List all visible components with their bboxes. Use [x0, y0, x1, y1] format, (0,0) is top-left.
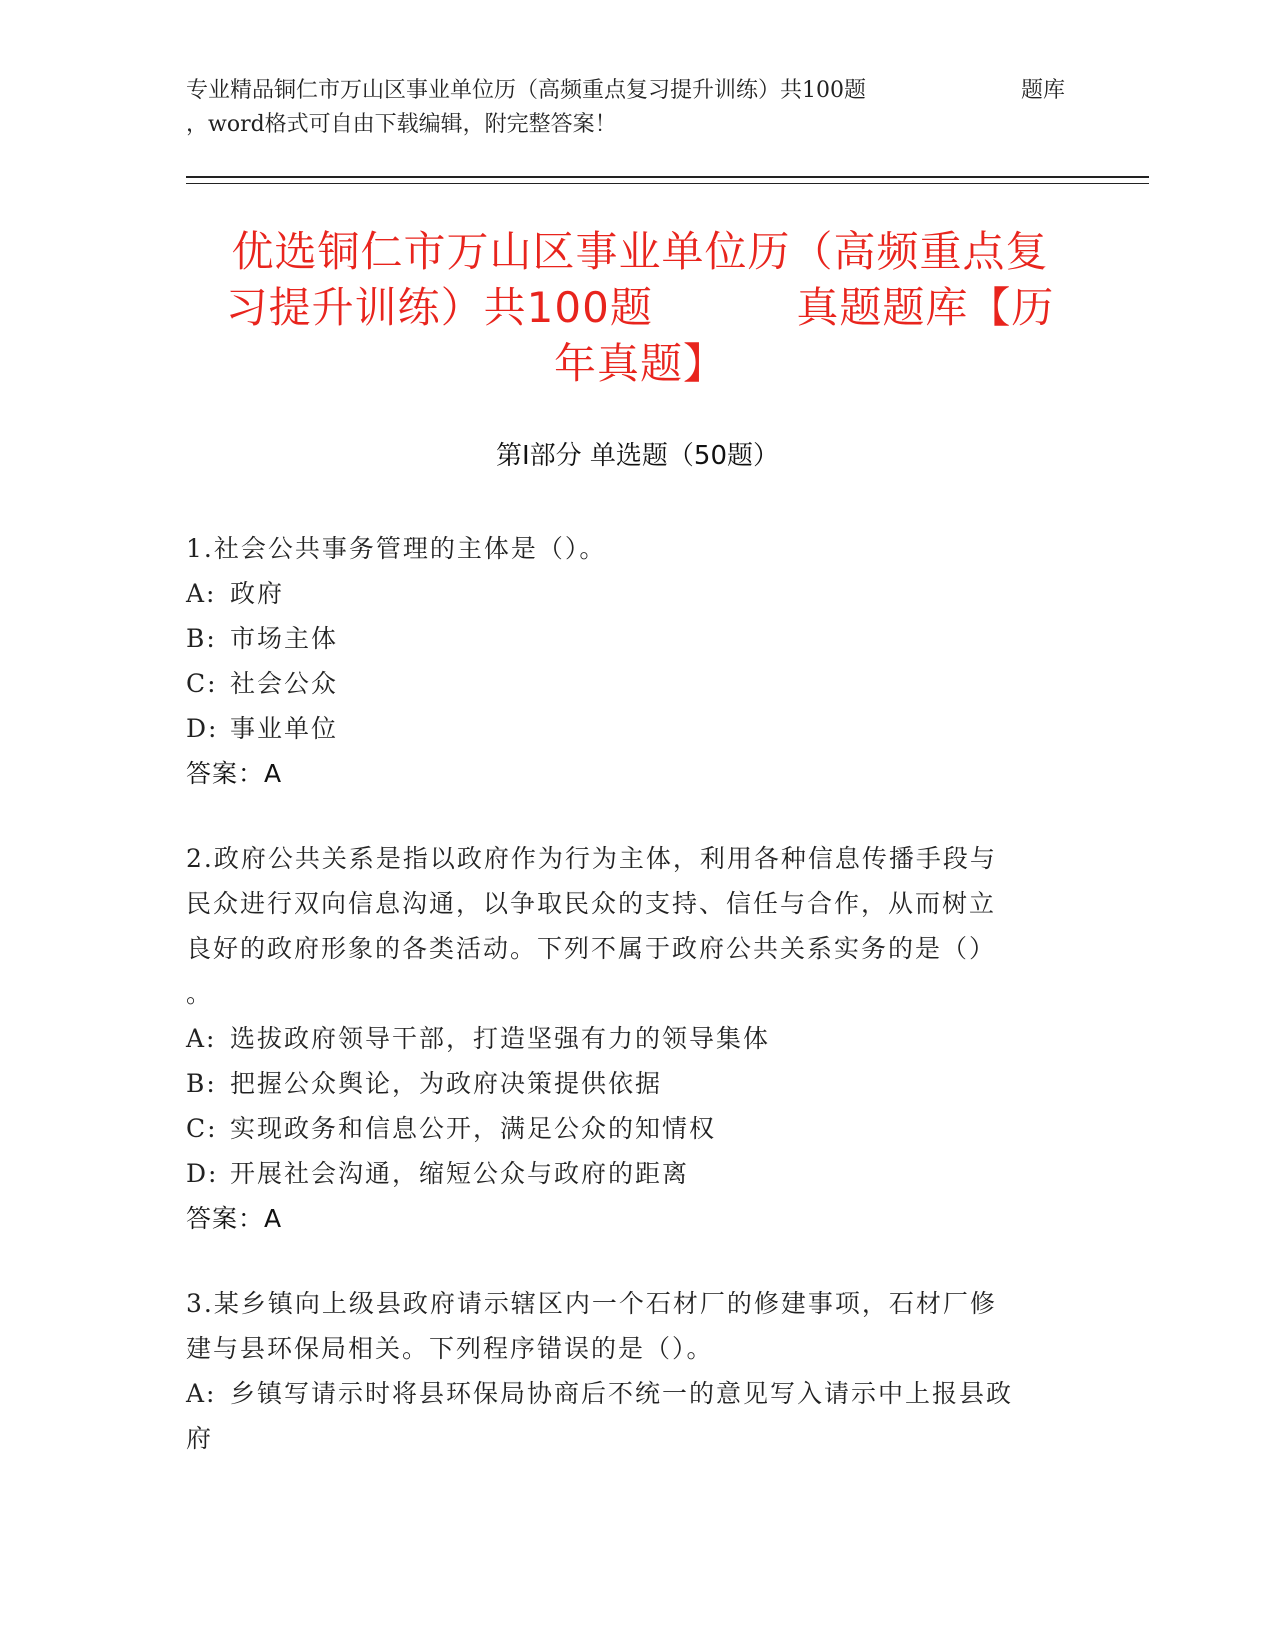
option-text: 社会公众 [230, 669, 339, 698]
document-title [200, 224, 1080, 392]
option-label: C: [186, 669, 218, 698]
question-stem-line: 。 [186, 979, 214, 1008]
answer-option [186, 1016, 1086, 1061]
option-label: C: [186, 1114, 218, 1143]
title-line-2: 习提升训练）共100题 真题题库【历 [225, 283, 1055, 332]
option-text: 实现政务和信息公开，满足公众的知情权 [230, 1114, 717, 1143]
header-title-right: 题库 [1021, 78, 1066, 103]
question-list [186, 526, 1086, 1501]
question-stem-line: 民众进行双向信息沟通，以争取民众的支持、信任与合作，从而树立 [186, 889, 997, 918]
answer-option [186, 1371, 1086, 1416]
answer-key: 答案：A [186, 759, 283, 788]
option-text: 政府 [230, 579, 285, 608]
answer-option [186, 571, 1086, 616]
option-label: D: [186, 1159, 219, 1188]
title-line-3: 年真题】 [553, 339, 726, 388]
option-text: 事业单位 [230, 714, 339, 743]
option-label: A: [186, 1379, 217, 1408]
option-label: B: [186, 1069, 217, 1098]
answer-option [186, 1416, 1086, 1461]
header-line-2: ，word格式可自由下载编辑，附完整答案！ [186, 112, 617, 137]
section-heading: 第Ⅰ部分 单选题（50题） [495, 441, 780, 471]
question-stem-line: 1.社会公共事务管理的主体是（）。 [186, 534, 607, 563]
header-line-1 [186, 74, 1146, 108]
option-text: 府 [186, 1424, 214, 1453]
title-line-1: 优选铜仁市万山区事业单位历（高频重点复 [231, 227, 1049, 276]
header-divider-thin [186, 183, 1149, 184]
option-text: 乡镇写请示时将县环保局协商后不统一的意见写入请示中上报县政 [230, 1379, 1014, 1408]
question-item [186, 1281, 1086, 1461]
page-header [186, 74, 1146, 142]
question-stem-line: 建与县环保局相关。下列程序错误的是（）。 [186, 1334, 714, 1363]
answer-option [186, 1151, 1086, 1196]
option-text: 市场主体 [230, 624, 339, 653]
option-label: A: [186, 1024, 217, 1053]
question-item [186, 836, 1086, 1241]
answer-option [186, 1106, 1086, 1151]
header-divider-thick [186, 176, 1149, 178]
option-text: 选拔政府领导干部，打造坚强有力的领导集体 [230, 1024, 771, 1053]
option-label: A: [186, 579, 217, 608]
answer-option [186, 1061, 1086, 1106]
question-stem-line: 良好的政府形象的各类活动。下列不属于政府公共关系实务的是（） [186, 934, 997, 963]
option-text: 把握公众舆论，为政府决策提供依据 [230, 1069, 663, 1098]
header-title-left: 专业精品铜仁市万山区事业单位历（高频重点复习提升训练）共100题 [186, 78, 866, 103]
answer-option [186, 661, 1086, 706]
question-stem-line: 2.政府公共关系是指以政府作为行为主体，利用各种信息传播手段与 [186, 844, 997, 873]
option-label: B: [186, 624, 217, 653]
question-stem-line: 3.某乡镇向上级县政府请示辖区内一个石材厂的修建事项，石材厂修 [186, 1289, 997, 1318]
answer-option [186, 706, 1086, 751]
question-item [186, 526, 1086, 796]
option-text: 开展社会沟通，缩短公众与政府的距离 [230, 1159, 690, 1188]
answer-key: 答案：A [186, 1204, 283, 1233]
answer-option [186, 616, 1086, 661]
option-label: D: [186, 714, 219, 743]
